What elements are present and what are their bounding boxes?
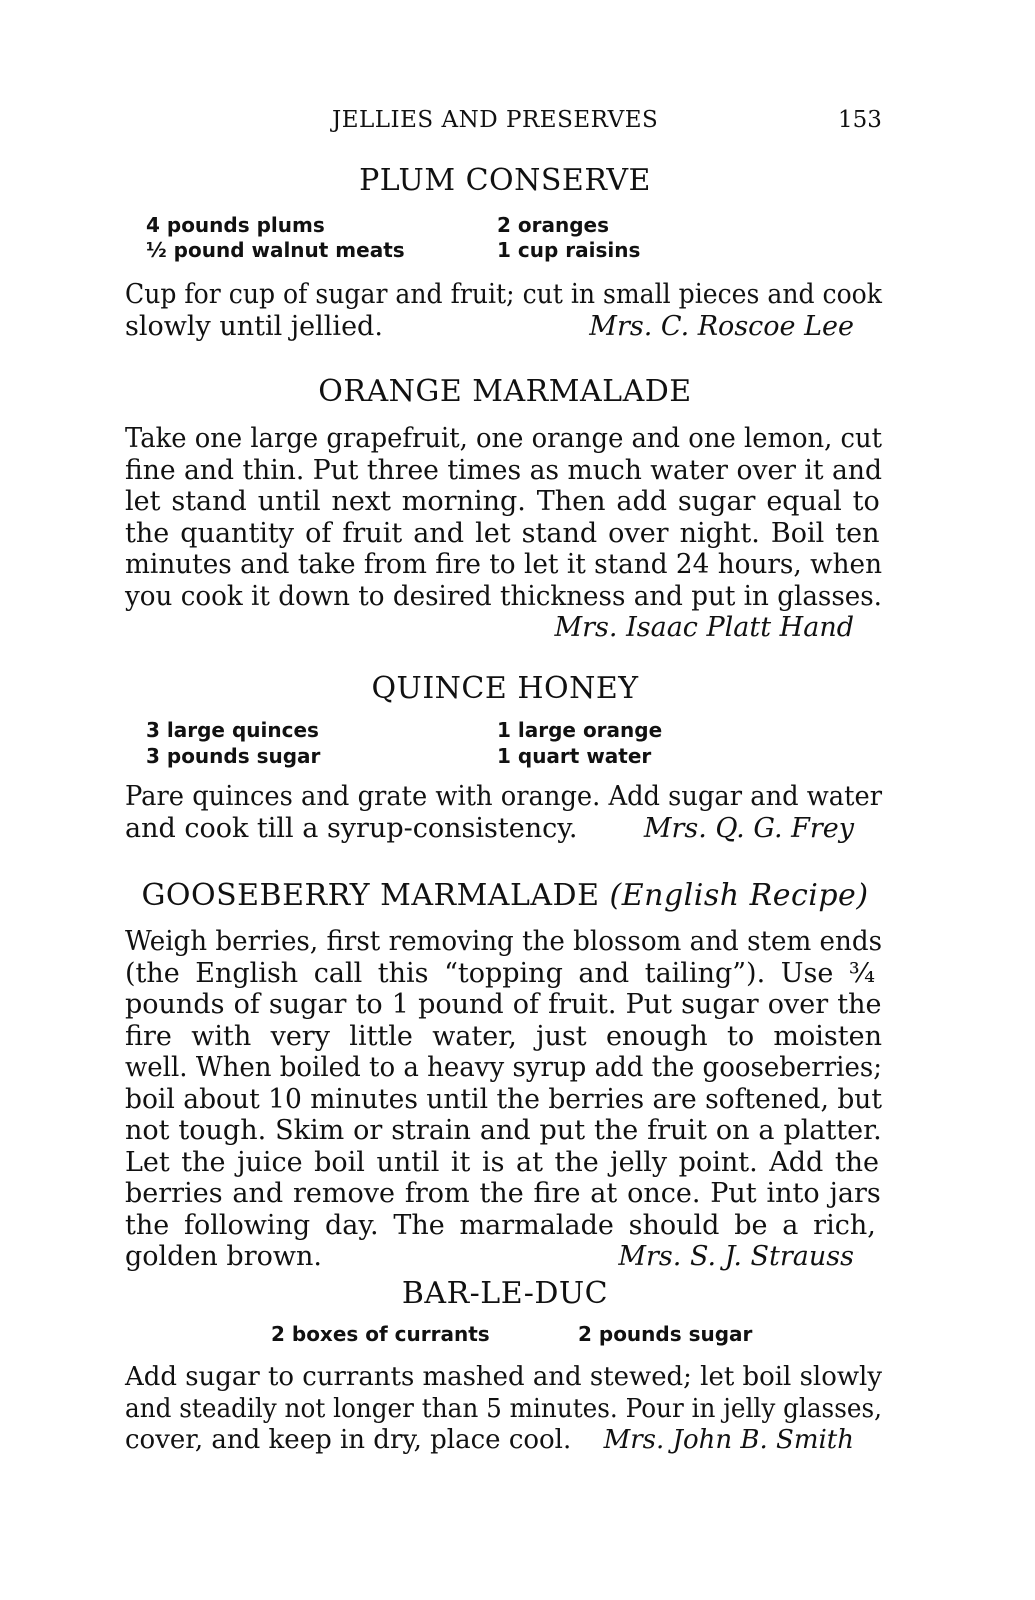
text-line: and steadily not longer than 5 minutes. Pour in jelly glasses, <box>125 1393 882 1424</box>
ingredient-item: 4 pounds plums <box>146 213 325 237</box>
ingredient-item: 2 pounds sugar <box>578 1322 753 1346</box>
recipe-title-gooseberry-marmalade <box>125 878 885 913</box>
signature: Mrs. John B. Smith <box>603 1425 854 1455</box>
text-line: the quantity of fruit and let stand over night. Boil ten <box>125 517 880 549</box>
recipe-text-orange-marmalade <box>125 423 882 644</box>
recipe-title-plum-conserve: PLUM CONSERVE <box>359 163 651 198</box>
recipe-title-quince-honey: QUINCE HONEY <box>371 671 639 706</box>
recipe-text-quince-honey <box>125 781 882 844</box>
signature: Mrs. Q. G. Frey <box>643 812 854 844</box>
text-line-with-signature <box>125 311 882 343</box>
text-line: and cook till a syrup-consistency. <box>125 812 578 844</box>
text-line: cover, and keep in dry, place cool. <box>125 1425 572 1455</box>
page-header <box>0 107 1035 143</box>
signature: Mrs. S. J. Strauss <box>618 1241 854 1272</box>
text-line: let stand until next morning. Then add sugar equal to <box>125 486 880 517</box>
text-line: fire with very little water, just enough to moisten <box>125 1020 882 1052</box>
text-line: the following day. The marmalade should be a rich, <box>125 1209 876 1241</box>
text-line: Pare quinces and grate with orange. Add sugar and water <box>125 781 882 812</box>
text-line-with-signature <box>125 813 882 845</box>
signature: Mrs. C. Roscoe Lee <box>589 310 854 342</box>
ingredient-item: 1 large orange <box>497 718 663 742</box>
recipe-text-bar-le-duc <box>125 1362 882 1457</box>
text-line-with-signature <box>125 1241 882 1273</box>
text-line: minutes and take from fire to let it stand 24 hours, when <box>125 549 882 580</box>
title-note: (English Recipe) <box>609 878 869 913</box>
text-line: berries and remove from the fire at once. Put into jars <box>125 1178 881 1209</box>
text-line: Weigh berries, first removing the blossom and stem ends <box>125 926 882 957</box>
text-line: fine and thin. Put three times as much water over it and <box>125 454 882 486</box>
recipe-title-orange-marmalade: ORANGE MARMALADE <box>318 374 692 409</box>
ingredient-item: 3 large quinces <box>146 718 319 742</box>
ingredient-item: 3 pounds sugar <box>146 744 321 768</box>
text-line-with-signature <box>125 1425 882 1457</box>
signature: Mrs. Isaac Platt Hand <box>554 612 854 643</box>
title-text: GOOSEBERRY MARMALADE <box>141 878 600 913</box>
running-head: JELLIES AND PRESERVES <box>332 107 659 133</box>
text-line: Cup for cup of sugar and fruit; cut in small pieces and cook <box>125 279 882 310</box>
text-line: not tough. Skim or strain and put the fruit on a platter. <box>125 1115 882 1146</box>
recipe-text-plum-conserve <box>125 279 882 342</box>
text-line: (the English call this “topping and tailing”). Use ¾ <box>125 957 876 989</box>
text-line: you cook it down to desired thickness and put in glasses. <box>125 580 882 612</box>
text-line: well. When boiled to a heavy syrup add the gooseberries; <box>125 1052 882 1083</box>
text-line: pounds of sugar to 1 pound of fruit. Put sugar over the <box>125 989 882 1020</box>
ingredient-item: 1 cup raisins <box>497 238 641 262</box>
text-line: slowly until jellied. <box>125 310 383 342</box>
ingredient-item: ½ pound walnut meats <box>146 238 405 262</box>
signature-line <box>125 612 882 644</box>
page-number: 153 <box>838 107 882 133</box>
text-line: golden brown. <box>125 1241 322 1272</box>
text-line: Let the juice boil until it is at the jelly point. Add the <box>125 1146 880 1178</box>
ingredient-item: 2 oranges <box>497 213 610 237</box>
text-line: Take one large grapefruit, one orange and one lemon, cut <box>125 423 882 454</box>
text-line: boil about 10 minutes until the berries are softened, but <box>125 1083 882 1115</box>
recipe-text-gooseberry-marmalade <box>125 926 882 1273</box>
ingredient-item: 2 boxes of currants <box>271 1322 490 1346</box>
text-line: Add sugar to currants mashed and stewed; let boil slowly <box>125 1362 882 1392</box>
recipe-title-bar-le-duc: BAR-LE-DUC <box>401 1276 609 1311</box>
ingredient-item: 1 quart water <box>497 744 652 768</box>
